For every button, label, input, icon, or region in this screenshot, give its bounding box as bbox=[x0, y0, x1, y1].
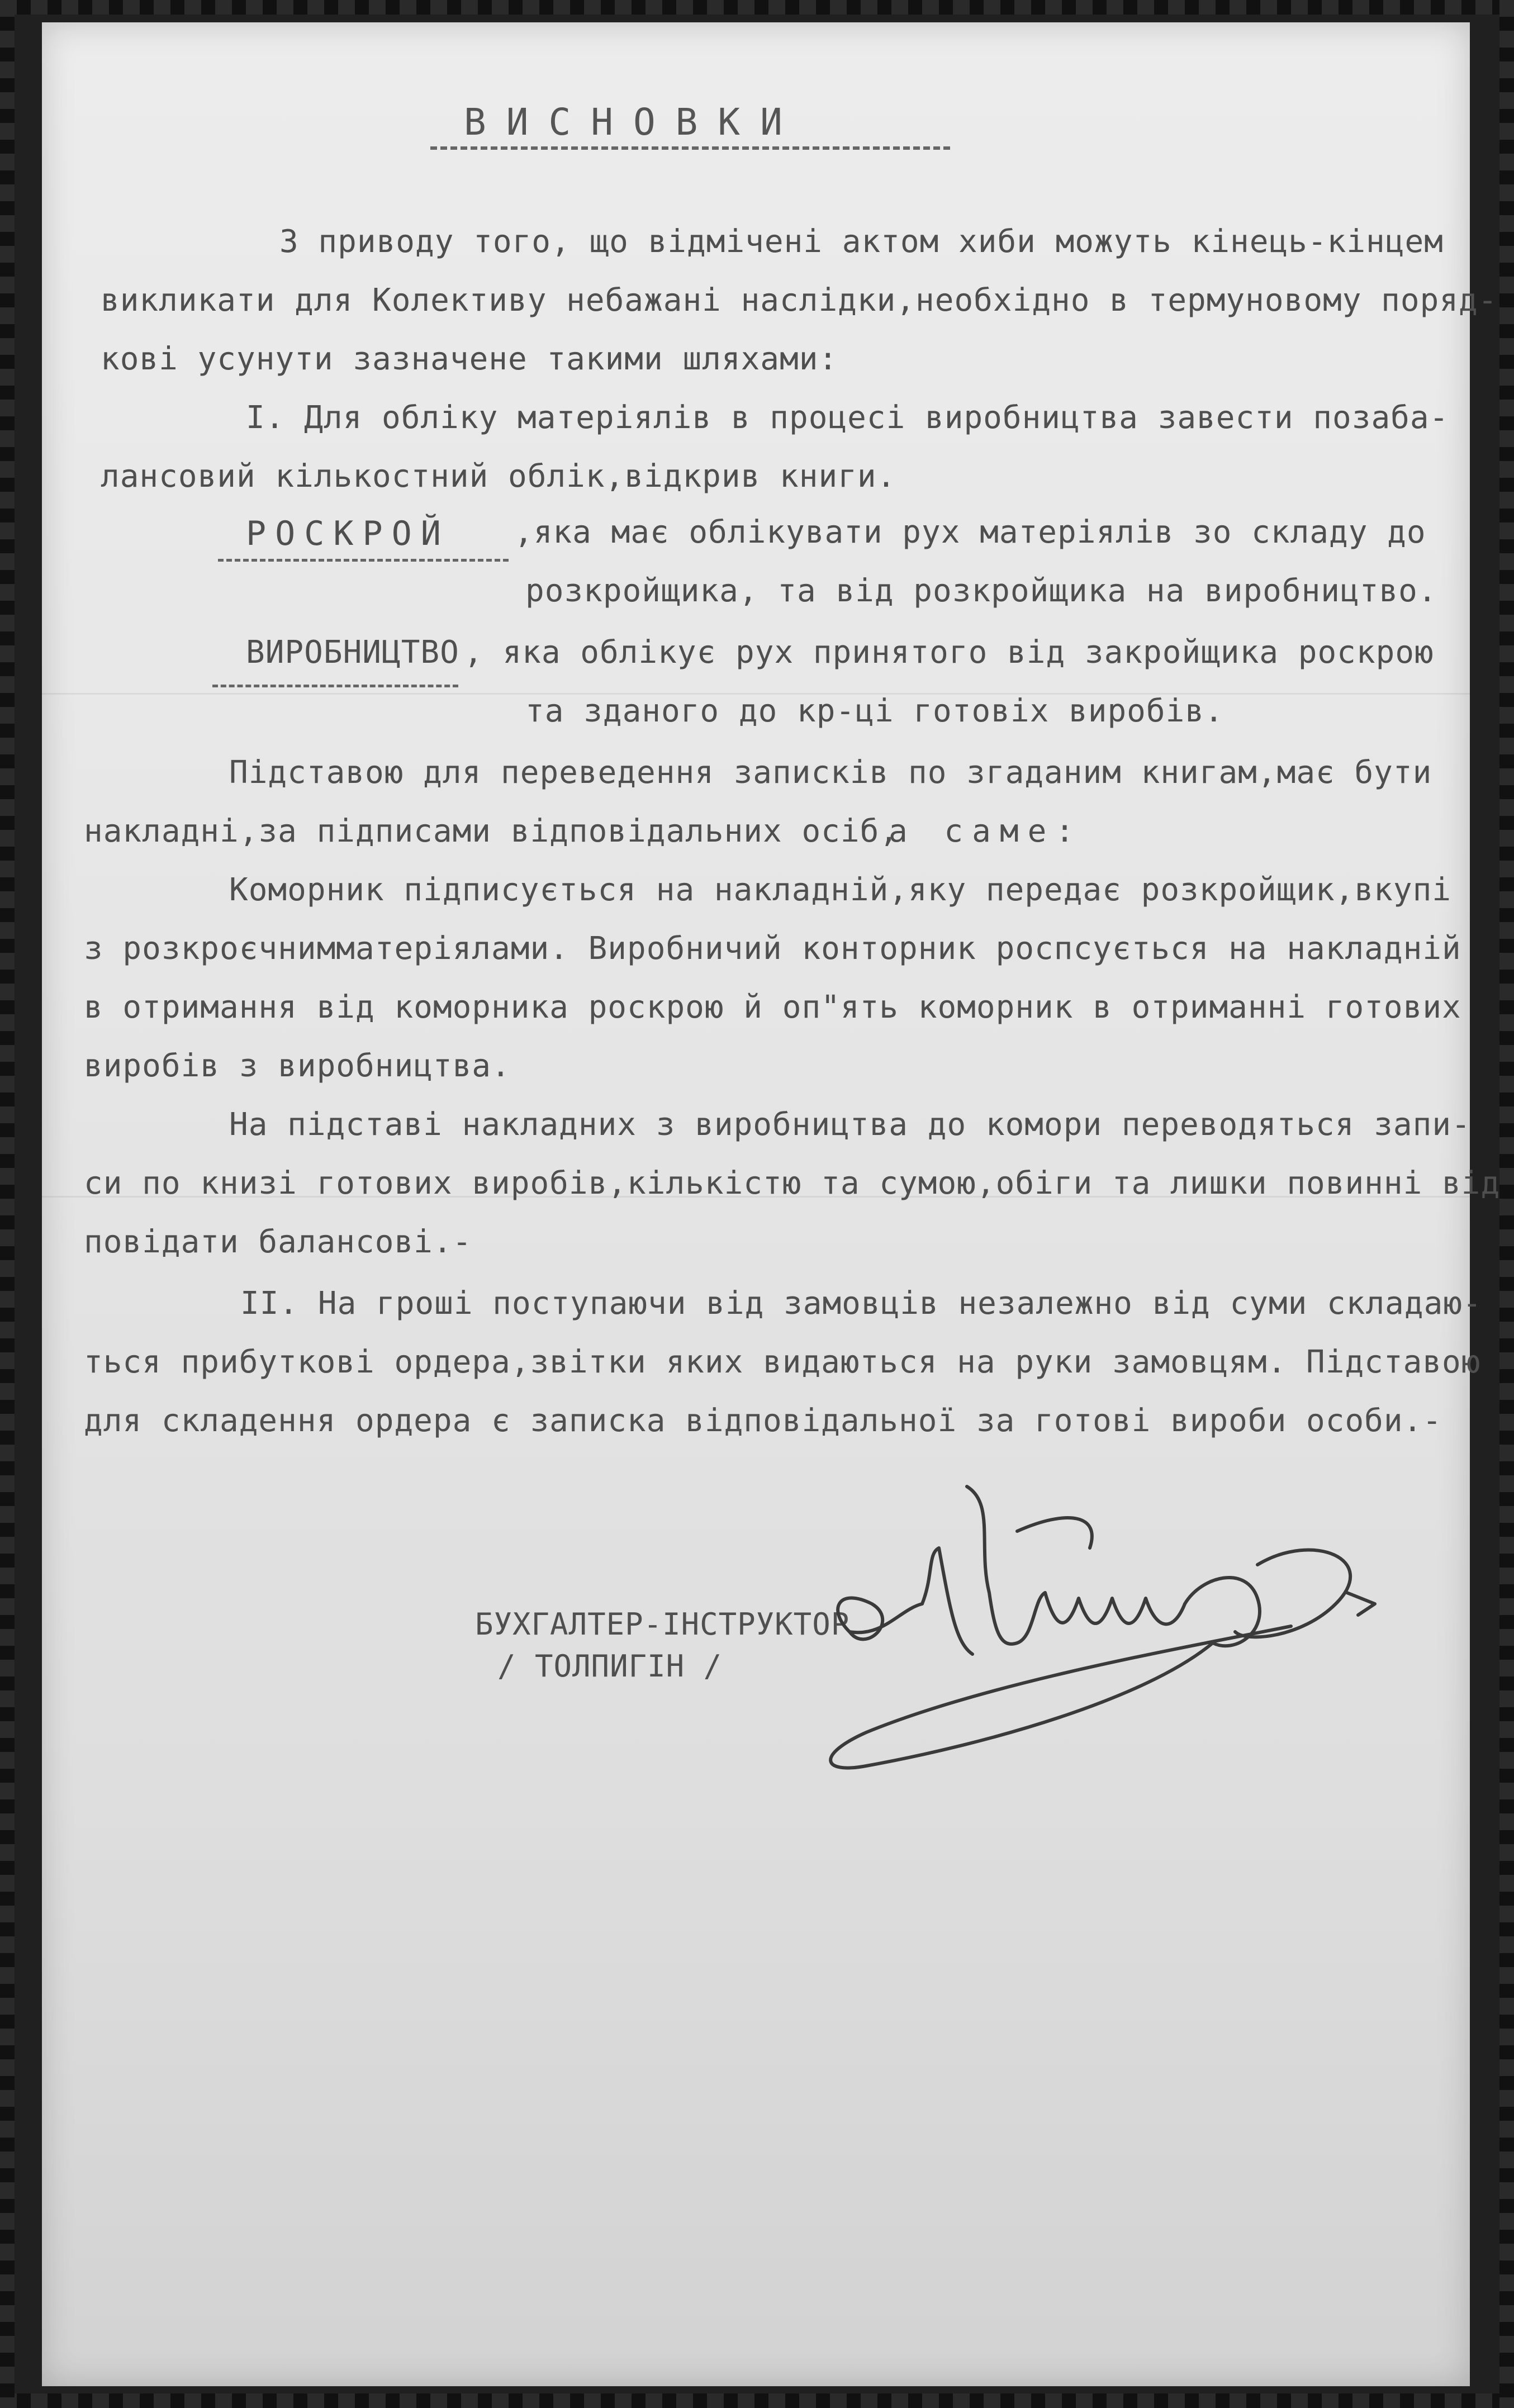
text-line: повідати балансові.- bbox=[84, 1224, 472, 1260]
book-name-vyrobnytstvo: ВИРОБНИЦТВО bbox=[246, 634, 459, 671]
text-line: лансовий кількостний облік,відкрив книги. bbox=[101, 458, 896, 495]
film-border-right bbox=[1499, 0, 1514, 2408]
text-line: , яка облікує рух принятого від закройщика роскрою bbox=[464, 634, 1434, 671]
film-border-left bbox=[0, 0, 15, 2408]
text-line: викликати для Колективу небажані наслідки,необхідно в термуновому поряд- bbox=[101, 282, 1498, 319]
text-line: а саме: bbox=[889, 813, 1084, 849]
text-line: з розкроєчнимматеріялами. Виробничий конторник роспсується на накладній bbox=[84, 930, 1461, 967]
text-line: си по книзі готових виробів,кількістю та сумою,обіги та лишки повинні від bbox=[84, 1165, 1501, 1201]
text-line: Коморник підписується на накладній,яку передає розкройщик,вкупі bbox=[229, 872, 1452, 908]
text-line: І. Для обліку матеріялів в процесі виробництва завести позаба- bbox=[246, 400, 1449, 436]
text-line: Підставою для переведення записків по згаданим книгам,має бути bbox=[229, 754, 1432, 791]
text-line: На підставі накладних з виробництва до комори переводяться запи- bbox=[229, 1106, 1471, 1143]
text-line: кові усунути зазначене такими шляхами: bbox=[101, 341, 838, 377]
text-line: для складення ордера є записка відповідальної за готові вироби особи.- bbox=[84, 1403, 1442, 1439]
text-line: в отримання від коморника роскрою й оп"ять коморник в отриманні готових bbox=[84, 989, 1461, 1025]
text-line: розкройщика, та від розкройщика на виробництво. bbox=[525, 573, 1437, 609]
text-line: З приводу того, що відмічені актом хиби можуть кінець-кінцем bbox=[279, 224, 1444, 260]
signatory-name: / ТОЛПИГІН / bbox=[497, 1649, 723, 1684]
text-line: ,яка має облікувати рух матеріялів зо складу до bbox=[514, 514, 1426, 550]
text-line: ІІ. На гроші поступаючи від замовців незалежно від суми складаю- bbox=[240, 1285, 1482, 1322]
title-underline bbox=[430, 146, 950, 150]
text-line: виробів з виробництва. bbox=[84, 1048, 511, 1084]
document-title: ВИСНОВКИ bbox=[464, 101, 803, 144]
text-line: накладні,за підписами відповідальних осіб, bbox=[84, 813, 899, 849]
handwritten-signature bbox=[754, 1464, 1453, 1811]
signatory-position: БУХГАЛТЕР-ІНСТРУКТОР bbox=[475, 1607, 850, 1642]
book-name-roskroy: РОСКРОЙ bbox=[246, 514, 450, 553]
roskroy-underline bbox=[218, 559, 509, 562]
vyrobnytstvo-underline bbox=[212, 685, 458, 687]
film-border-top bbox=[0, 0, 1514, 15]
text-line: ться прибуткові ордера,звітки яких видаються на руки замовцям. Підставою bbox=[84, 1344, 1481, 1380]
text-line: та зданого до кр-ці готовіх виробів. bbox=[525, 693, 1224, 729]
film-border-bottom bbox=[0, 2393, 1514, 2408]
